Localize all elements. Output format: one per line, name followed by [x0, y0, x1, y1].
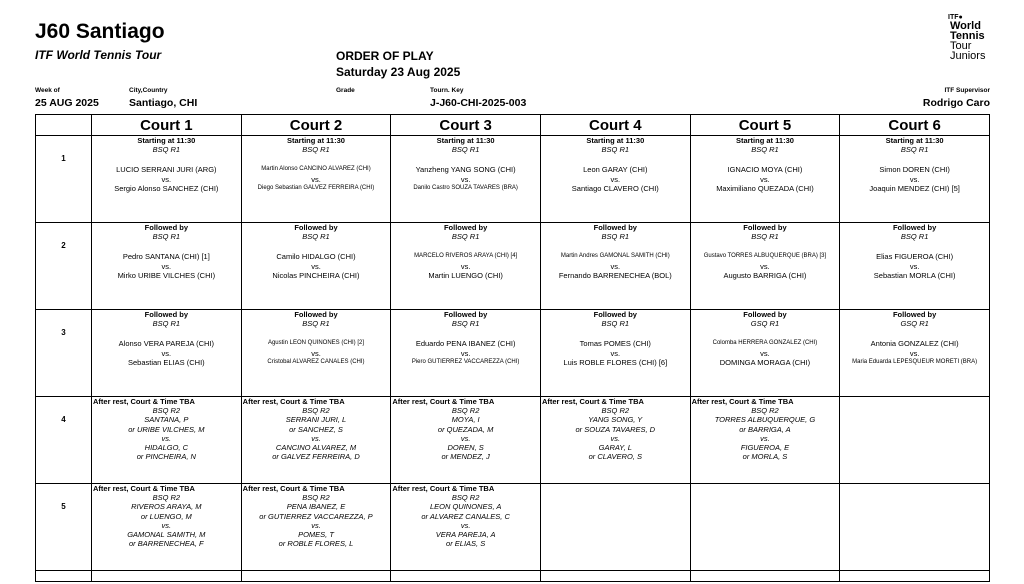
bracket-line: POMES, T: [298, 530, 334, 540]
player-two: Nicolas PINCHEIRA (CHI): [272, 270, 360, 280]
empty-cell: [690, 571, 840, 582]
itf-juniors-logo: [940, 14, 1000, 61]
bracket-line: vs.: [610, 433, 621, 443]
schedule-row-partial: [36, 571, 990, 582]
match-start-time: Followed by: [294, 310, 338, 319]
tba-notice: After rest, Court & Time TBA: [392, 397, 495, 406]
match-start-time: Starting at 11:30: [735, 136, 794, 145]
schedule-row: [36, 397, 990, 484]
tba-notice: After rest, Court & Time TBA: [93, 484, 195, 493]
match-cell: [540, 397, 690, 484]
bracket-line: or LUENGO, M: [140, 511, 192, 521]
bracket-line: HIDALGO, C: [144, 443, 188, 453]
bracket-line: or MENDEZ, J: [441, 452, 490, 462]
match-cell: [391, 397, 541, 484]
spacer: [691, 328, 840, 339]
versus-label: vs.: [161, 174, 172, 184]
match-round: BSQ R1: [302, 145, 330, 155]
bracket-line: FIGUEROA, E: [740, 443, 790, 453]
bracket-line: vs.: [311, 520, 321, 530]
match-round: BSQ R1: [900, 145, 929, 155]
bracket-line: vs.: [760, 433, 770, 443]
schedule-row: [36, 310, 990, 397]
player-two: Sebastian ELIAS (CHI): [127, 357, 205, 367]
bracket-line: vs.: [311, 433, 321, 443]
tba-notice: After rest, Court & Time TBA: [541, 397, 644, 406]
player-one: IGNACIO MOYA (CHI): [727, 165, 803, 175]
spacer: [92, 154, 241, 165]
logo-line-4: Juniors: [950, 50, 986, 62]
empty-cell: [540, 571, 690, 582]
match-cell: [241, 136, 391, 223]
match-start-time: Starting at 11:30: [885, 136, 944, 145]
row-number: 4: [36, 397, 92, 484]
match-round: BSQ R1: [601, 232, 630, 242]
match-cell: [540, 310, 690, 397]
player-two: Cristobal ALVAREZ CANALES (CHI): [267, 358, 365, 365]
empty-cell: [36, 571, 92, 582]
order-of-play-table: [35, 114, 990, 582]
match-cell: [540, 223, 690, 310]
player-one: Leon GARAY (CHI): [583, 165, 648, 175]
match-start-time: Followed by: [144, 310, 188, 319]
empty-cell: [690, 484, 840, 571]
spacer: [840, 241, 989, 252]
match-start-time: Starting at 11:30: [436, 136, 495, 145]
match-round: BSQ R1: [451, 319, 480, 329]
match-cell: [690, 223, 840, 310]
bracket-line: or PINCHEIRA, N: [136, 452, 196, 462]
bracket-line: vs.: [460, 433, 471, 443]
empty-cell: [391, 571, 541, 582]
supervisor-label: ITF Supervisor: [944, 87, 990, 94]
match-round: BSQ R1: [302, 319, 330, 329]
match-round: BSQ R2: [601, 406, 630, 416]
spacer: [541, 154, 690, 165]
bracket-line: or CLAVERO, S: [588, 452, 642, 462]
player-two: DOMINGA MORAGA (CHI): [719, 357, 811, 367]
spacer: [541, 328, 690, 339]
match-round: BSQ R1: [152, 232, 181, 242]
bracket-line: CANCINO ALVAREZ, M: [275, 443, 357, 453]
player-two: Fernando BARRENECHEA (BOL): [558, 270, 672, 280]
week-value: 25 AUG 2025: [35, 97, 99, 109]
row-number-header: [36, 115, 92, 136]
spacer: [391, 241, 540, 252]
bracket-line: or URIBE VILCHES, M: [128, 424, 205, 434]
match-round: GSQ R1: [750, 319, 780, 329]
tba-notice: After rest, Court & Time TBA: [392, 484, 495, 493]
match-round: BSQ R1: [601, 319, 630, 329]
match-round: BSQ R1: [302, 232, 330, 242]
match-cell: [840, 310, 990, 397]
match-start-time: Followed by: [892, 310, 937, 319]
bracket-line: SANTANA, P: [144, 415, 189, 425]
bracket-line: or GUTIERREZ VACCAREZZA, P: [259, 511, 373, 521]
row-number: 2: [36, 223, 92, 310]
tourn-key-label: Tourn. Key: [430, 87, 464, 94]
versus-label: vs.: [760, 348, 770, 358]
row-number: 1: [36, 136, 92, 223]
match-start-time: Followed by: [443, 223, 488, 232]
supervisor-value: Rodrigo Caro: [922, 97, 990, 109]
player-two: Santiago CLAVERO (CHI): [571, 183, 659, 193]
player-two: Mirko URIBE VILCHES (CHI): [117, 270, 216, 280]
court-header: Court 5: [690, 115, 840, 136]
match-round: BSQ R2: [751, 406, 779, 416]
versus-label: vs.: [909, 174, 920, 184]
match-round: BSQ R1: [751, 145, 779, 155]
match-start-time: Followed by: [743, 310, 787, 319]
match-start-time: Followed by: [144, 223, 188, 232]
spacer: [242, 328, 391, 339]
player-one: Yanzheng YANG SONG (CHI): [415, 165, 516, 175]
versus-label: vs.: [610, 348, 621, 358]
match-round: BSQ R1: [451, 232, 480, 242]
spacer: [541, 241, 690, 252]
match-cell: [241, 310, 391, 397]
versus-label: vs.: [460, 261, 471, 271]
versus-label: vs.: [460, 174, 471, 184]
spacer: [391, 328, 540, 339]
court-header: Court 6: [840, 115, 990, 136]
versus-label: vs.: [610, 174, 621, 184]
court-header: Court 2: [241, 115, 391, 136]
bracket-line: or BARRENECHEA, F: [129, 539, 204, 549]
match-cell: [92, 397, 242, 484]
spacer: [391, 154, 540, 165]
match-round: BSQ R2: [451, 406, 480, 416]
bracket-line: or ALVAREZ CANALES, C: [421, 511, 510, 521]
player-two: Augusto BARRIGA (CHI): [723, 270, 807, 280]
schedule-row: [36, 484, 990, 571]
logo-mark: ITF●: [948, 14, 963, 21]
match-round: BSQ R1: [152, 319, 181, 329]
order-of-play-heading: ORDER OF PLAY: [336, 49, 434, 63]
bracket-line: PENA IBANEZ, E: [286, 502, 346, 512]
bracket-line: or SOUZA TAVARES, D: [575, 424, 656, 434]
match-cell: [92, 136, 242, 223]
player-two: Sebastian MORLA (CHI): [873, 270, 956, 280]
match-cell: [690, 310, 840, 397]
bracket-line: vs.: [460, 520, 471, 530]
player-two: Sergio Alonso SANCHEZ (CHI): [114, 183, 219, 193]
match-round: BSQ R2: [152, 493, 181, 503]
versus-label: vs.: [760, 174, 770, 184]
bracket-line: LEON QUINONES, A: [429, 502, 502, 512]
match-cell: [391, 223, 541, 310]
week-label: Week of: [35, 87, 60, 94]
player-two: Maria Eduarda LEPESQUEUR MORETI (BRA): [852, 358, 978, 365]
court-header: Court 4: [540, 115, 690, 136]
match-cell: [391, 310, 541, 397]
match-round: BSQ R1: [601, 145, 630, 155]
match-start-time: Starting at 11:30: [287, 136, 345, 145]
bracket-line: SERRANI JURI, L: [285, 415, 347, 425]
player-two: Luis ROBLE FLORES (CHI) [6]: [563, 357, 668, 367]
match-cell: [92, 310, 242, 397]
versus-label: vs.: [161, 348, 172, 358]
versus-label: vs.: [161, 261, 172, 271]
schedule-row: [36, 136, 990, 223]
match-round: BSQ R1: [152, 145, 181, 155]
bracket-line: TORRES ALBUQUERQUE, G: [714, 415, 816, 425]
match-cell: [391, 484, 541, 571]
spacer: [840, 328, 989, 339]
schedule-row: [36, 223, 990, 310]
match-round: BSQ R1: [451, 145, 480, 155]
match-start-time: Followed by: [593, 223, 637, 232]
court-header: Court 1: [92, 115, 242, 136]
match-cell: [391, 136, 541, 223]
bracket-line: vs.: [161, 433, 172, 443]
city-label: City,Country: [129, 87, 168, 94]
versus-label: vs.: [909, 348, 920, 358]
bracket-line: GARAY, L: [598, 443, 632, 453]
spacer: [691, 154, 840, 165]
match-round: BSQ R2: [302, 406, 330, 416]
empty-cell: [840, 571, 990, 582]
tba-notice: After rest, Court & Time TBA: [93, 397, 195, 406]
tournament-title: J60 Santiago: [35, 20, 165, 43]
player-one: MARCELO RIVEROS ARAYA (CHI) [4]: [414, 253, 518, 260]
bracket-line: or MORLA, S: [742, 452, 788, 462]
empty-cell: [241, 571, 391, 582]
match-cell: [690, 136, 840, 223]
bracket-line: or QUEZADA, M: [437, 424, 494, 434]
match-cell: [241, 397, 391, 484]
match-start-time: Followed by: [294, 223, 338, 232]
bracket-line: MOYA, I: [451, 415, 480, 425]
match-cell: [840, 136, 990, 223]
spacer: [92, 241, 241, 252]
player-one: Simon DOREN (CHI): [879, 165, 950, 175]
empty-cell: [92, 571, 242, 582]
tba-notice: After rest, Court & Time TBA: [242, 484, 345, 493]
bracket-line: VERA PAREJA, A: [435, 530, 496, 540]
row-number: 5: [36, 484, 92, 571]
versus-label: vs.: [460, 348, 471, 358]
match-cell: [540, 136, 690, 223]
match-round: BSQ R2: [451, 493, 480, 503]
versus-label: vs.: [610, 261, 621, 271]
player-one: LUCIO SERRANI JURI (ARG): [116, 165, 217, 175]
spacer: [840, 154, 989, 165]
match-start-time: Starting at 11:30: [137, 136, 196, 145]
versus-label: vs.: [760, 261, 770, 271]
player-two: Diego Sebastian GALVEZ FERREIRA (CHI): [257, 184, 375, 191]
player-one: Agustin LEON QUINONES (CHI) [2]: [267, 340, 364, 347]
bracket-line: GAMONAL SAMITH, M: [127, 530, 206, 540]
spacer: [92, 328, 241, 339]
match-start-time: Followed by: [743, 223, 787, 232]
empty-cell: [840, 397, 990, 484]
bracket-line: DOREN, S: [447, 443, 484, 453]
logo-line-3: Tour: [950, 40, 972, 52]
bracket-line: vs.: [161, 520, 172, 530]
match-round: BSQ R1: [751, 232, 779, 242]
match-cell: [840, 223, 990, 310]
logo-line-1: World: [950, 20, 981, 32]
grade-label: Grade: [336, 87, 355, 94]
tourn-key-value: J-J60-CHI-2025-003: [430, 97, 527, 109]
tba-notice: After rest, Court & Time TBA: [691, 397, 794, 406]
match-cell: [92, 223, 242, 310]
bracket-line: or ROBLE FLORES, L: [278, 539, 354, 549]
player-one: Martin Alonso CANCINO ALVAREZ (CHI): [261, 166, 371, 173]
match-cell: [690, 397, 840, 484]
player-two: Martin LUENGO (CHI): [428, 270, 503, 280]
spacer: [242, 241, 391, 252]
versus-label: vs.: [909, 261, 920, 271]
versus-label: vs.: [311, 348, 321, 358]
bracket-line: or BARRIGA, A: [739, 424, 791, 434]
player-one: Eduardo PENA IBANEZ (CHI): [415, 339, 516, 349]
match-cell: [241, 223, 391, 310]
player-two: Joaquin MENDEZ (CHI) [5]: [869, 183, 960, 193]
bracket-line: or GALVEZ FERREIRA, D: [272, 452, 360, 462]
row-number: 3: [36, 310, 92, 397]
match-start-time: Followed by: [443, 310, 488, 319]
player-one: Colomba HERRERA GONZALEZ (CHI): [712, 340, 818, 347]
tba-notice: After rest, Court & Time TBA: [242, 397, 345, 406]
player-one: Pedro SANTANA (CHI) [1]: [122, 252, 210, 262]
court-header-row: [36, 115, 990, 136]
spacer: [242, 154, 391, 165]
player-one: Tomas POMES (CHI): [579, 339, 651, 349]
player-one: Camilo HIDALGO (CHI): [276, 252, 356, 262]
logo-line-2: Tennis: [950, 30, 985, 42]
player-one: Elias FIGUEROA (CHI): [876, 252, 954, 262]
player-two: Danilo Castro SOUZA TAVARES (BRA): [413, 184, 518, 191]
bracket-line: or ELIAS, S: [446, 539, 486, 549]
match-start-time: Followed by: [593, 310, 637, 319]
play-date: Saturday 23 Aug 2025: [336, 65, 461, 79]
player-two: Piero GUTIERREZ VACCAREZZA (CHI): [411, 358, 520, 365]
tour-name: ITF World Tennis Tour: [35, 48, 162, 62]
match-round: BSQ R2: [152, 406, 181, 416]
city-value: Santiago, CHI: [129, 97, 198, 109]
court-header: Court 3: [391, 115, 541, 136]
empty-cell: [840, 484, 990, 571]
match-round: GSQ R1: [900, 319, 929, 329]
player-one: Martin Andres GAMONAL SAMITH (CHI): [560, 253, 670, 260]
empty-cell: [540, 484, 690, 571]
match-start-time: Followed by: [892, 223, 937, 232]
spacer: [691, 241, 840, 252]
match-cell: [241, 484, 391, 571]
match-cell: [92, 484, 242, 571]
player-two: Maximiliano QUEZADA (CHI): [716, 183, 814, 193]
player-one: Gustavo TORRES ALBUQUERQUE (BRA) [3]: [703, 253, 827, 260]
bracket-line: or SANCHEZ, S: [289, 424, 343, 434]
match-round: BSQ R2: [302, 493, 330, 503]
player-one: Alonso VERA PAREJA (CHI): [118, 339, 214, 349]
versus-label: vs.: [311, 261, 321, 271]
bracket-line: RIVEROS ARAYA, M: [131, 502, 202, 512]
match-start-time: Starting at 11:30: [586, 136, 645, 145]
player-one: Antonia GONZALEZ (CHI): [870, 339, 959, 349]
bracket-line: YANG SONG, Y: [588, 415, 643, 425]
versus-label: vs.: [311, 174, 321, 184]
match-round: BSQ R1: [900, 232, 929, 242]
